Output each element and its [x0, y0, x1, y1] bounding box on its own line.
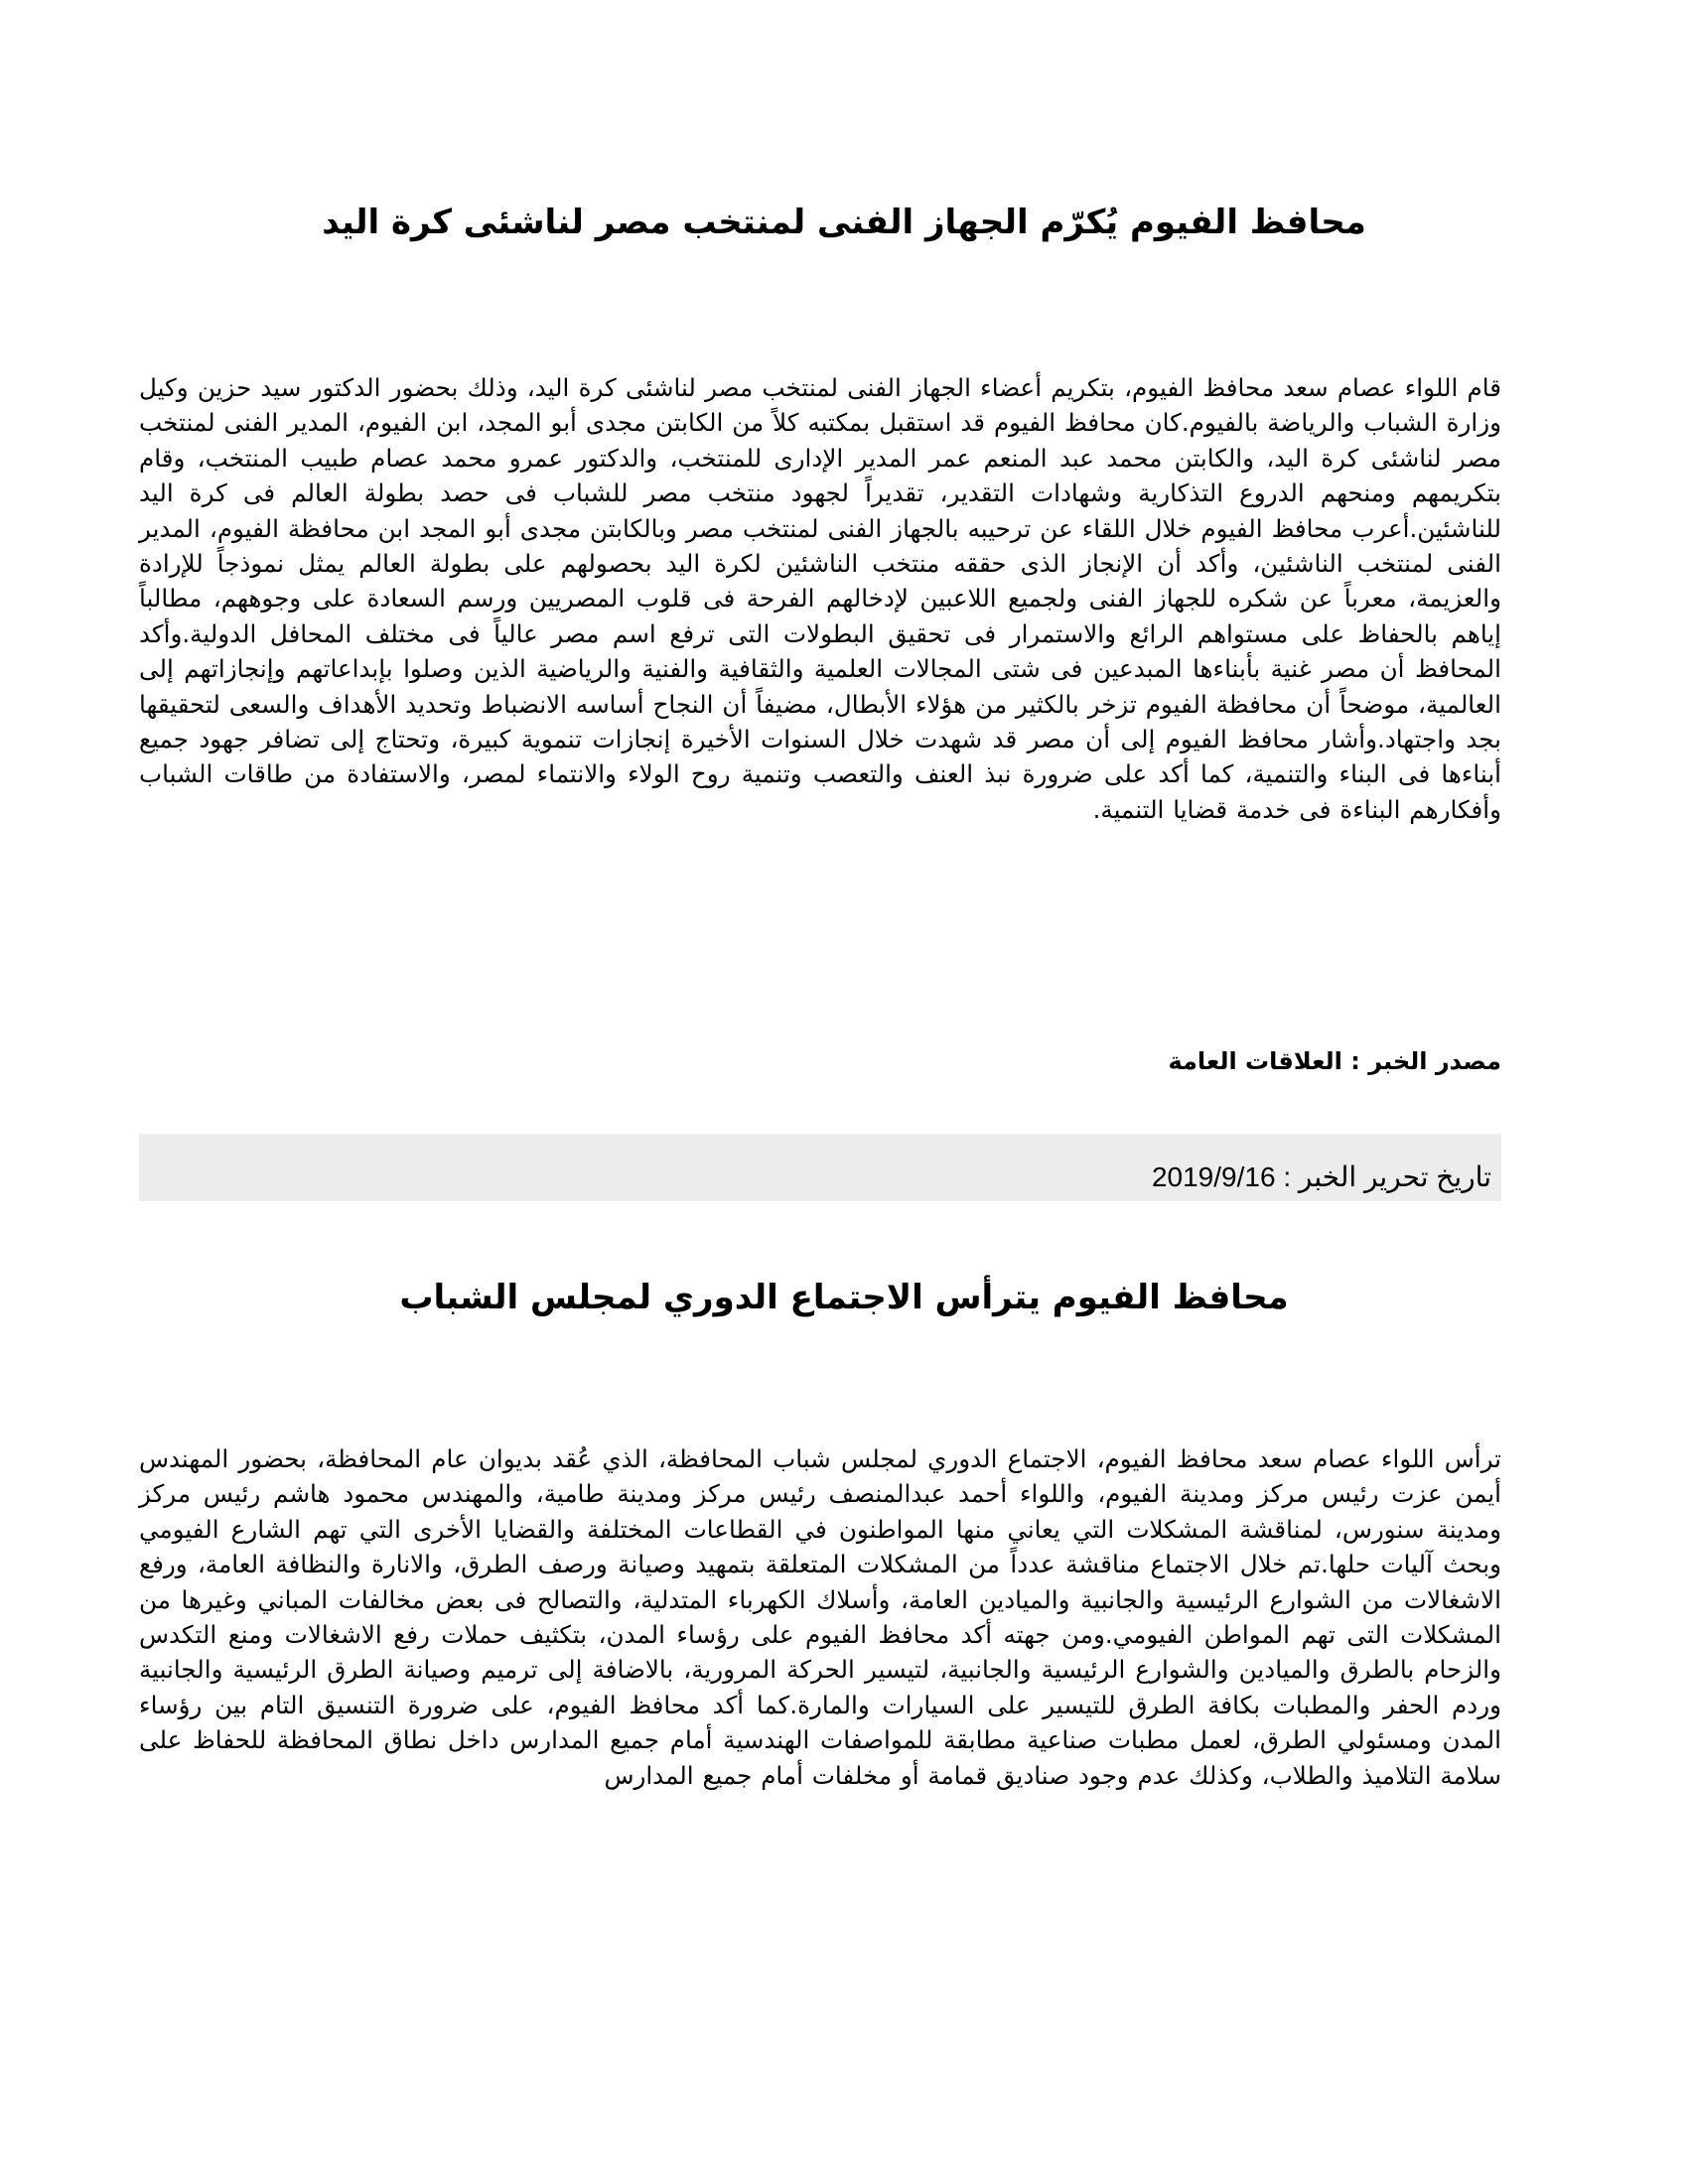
- article-1-date-bar: [139, 1134, 1501, 1201]
- article-2-body: ترأس اللواء عصام سعد محافظ الفيوم، الاجتماع الدوري لمجلس شباب المحافظة، الذي عُقد بديوان عام المحافظة، بحضور المهندس أيمن عزت رئيس مركز ومدينة الفيوم، واللواء أحمد عبدالمنصف رئيس مركز ومدينة طامية، والمهندس محمود هاشم رئيس مركز ومدينة سنورس، لمناقشة المشكلات التي يعاني منها المواطنون في القطاعات المختلفة والقضايا الأخرى التي تهم الشارع الفيومي وبحث آليات حلها.تم خلال الاجتماع مناقشة عدداً من المشكلات المتعلقة بتمهيد وصيانة ورصف الطرق، والانارة والنظافة العامة، ورفع الاشغالات من الشوارع الرئيسية والجانبية والميادين العامة، وأسلاك الكهرباء المتدلية، والتصالح فى بعض مخالفات المباني وغيرها من المشكلات التى تهم المواطن الفيومي.ومن جهته أكد محافظ الفيوم على رؤساء المدن، بتكثيف حملات رفع الاشغالات ومنع التكدس والزحام بالطرق والميادين والشوارع الرئيسية والجانبية، لتيسير الحركة المرورية، بالاضافة إلى ترميم وصيانة الطرق الرئيسية والجانبية وردم الحفر والمطبات بكافة الطرق للتيسير على السيارات والمارة.كما أكد محافظ الفيوم، على ضرورة التنسيق التام بين رؤساء المدن ومسئولي الطرق، لعمل مطبات صناعية مطابقة للمواصفات الهندسية أمام جميع المدارس داخل نطاق المحافظة للحفاظ على سلامة التلاميذ والطلاب، وكذلك عدم وجود صناديق قمامة أو مخلفات أمام جميع المدارس: [139, 1444, 1501, 1790]
- article-1-source: مصدر الخبر : العلاقات العامة: [1168, 1047, 1501, 1075]
- article-1-body: قام اللواء عصام سعد محافظ الفيوم، بتكريم أعضاء الجهاز الفنى لمنتخب مصر لناشئى كرة اليد، وذلك بحضور الدكتور سيد حزين وكيل وزارة الشباب والرياضة بالفيوم.كان محافظ الفيوم قد استقبل بمكتبه كلاً من الكابتن مجدى أبو المجد، ابن الفيوم، المدير الفنى لمنتخب مصر لناشئى كرة اليد، والكابتن محمد عبد المنعم عمر المدير الإدارى للمنتخب، والدكتور عمرو محمد عصام طبيب المنتخب، وقام بتكريمهم ومنحهم الدروع التذكارية وشهادات التقدير، تقديراً لجهود منتخب مصر للشباب فى حصد بطولة العالم فى كرة اليد للناشئين.أعرب محافظ الفيوم خلال اللقاء عن ترحيبه بالجهاز الفنى لمنتخب مصر وبالكابتن مجدى أبو المجد ابن محافظة الفيوم، المدير الفنى لمنتخب الناشئين، وأكد أن الإنجاز الذى حققه منتخب الناشئين لكرة اليد بحصولهم على بطولة العالم يمثل نموذجاً للإرادة والعزيمة، معرباً عن شكره للجهاز الفنى ولجميع اللاعبين لإدخالهم الفرحة فى قلوب المصريين ورسم السعادة على وجوههم، مطالباً إياهم بالحفاظ على مستواهم الرائع والاستمرار فى تحقيق البطولات التى ترفع اسم مصر عالياً فى مختلف المحافل الدولية.وأكد المحافظ أن مصر غنية بأبناءها المبدعين فى شتى المجالات العلمية والثقافية والفنية والرياضية الذين وصلوا بإبداعاتهم وإنجازاتهم إلى العالمية، موضحاً أن محافظة الفيوم تزخر بالكثير من هؤلاء الأبطال، مضيفاً أن النجاح أساسه الانضباط وتحديد الأهداف والسعى لتحقيقها بجد واجتهاد.وأشار محافظ الفيوم إلى أن مصر قد شهدت خلال السنوات الأخيرة إنجازات تنموية كبيرة، وتحتاج إلى تضافر جهود جميع أبناءها فى البناء والتنمية، كما أكد على ضرورة نبذ العنف والتعصب وتنمية روح الولاء والانتماء لمصر، والاستفادة من طاقات الشباب وأفكارهم البناءة فى خدمة قضايا التنمية.: [139, 373, 1501, 824]
- article-1-date: تاريخ تحرير الخبر : 2019/9/16: [1151, 1161, 1491, 1192]
- article-2-title: محافظ الفيوم يترأس الاجتماع الدوري لمجلس الشباب: [399, 1278, 1289, 1317]
- article-1-title: محافظ الفيوم يُكرّم الجهاز الفنى لمنتخب مصر لناشئى كرة اليد: [322, 203, 1366, 242]
